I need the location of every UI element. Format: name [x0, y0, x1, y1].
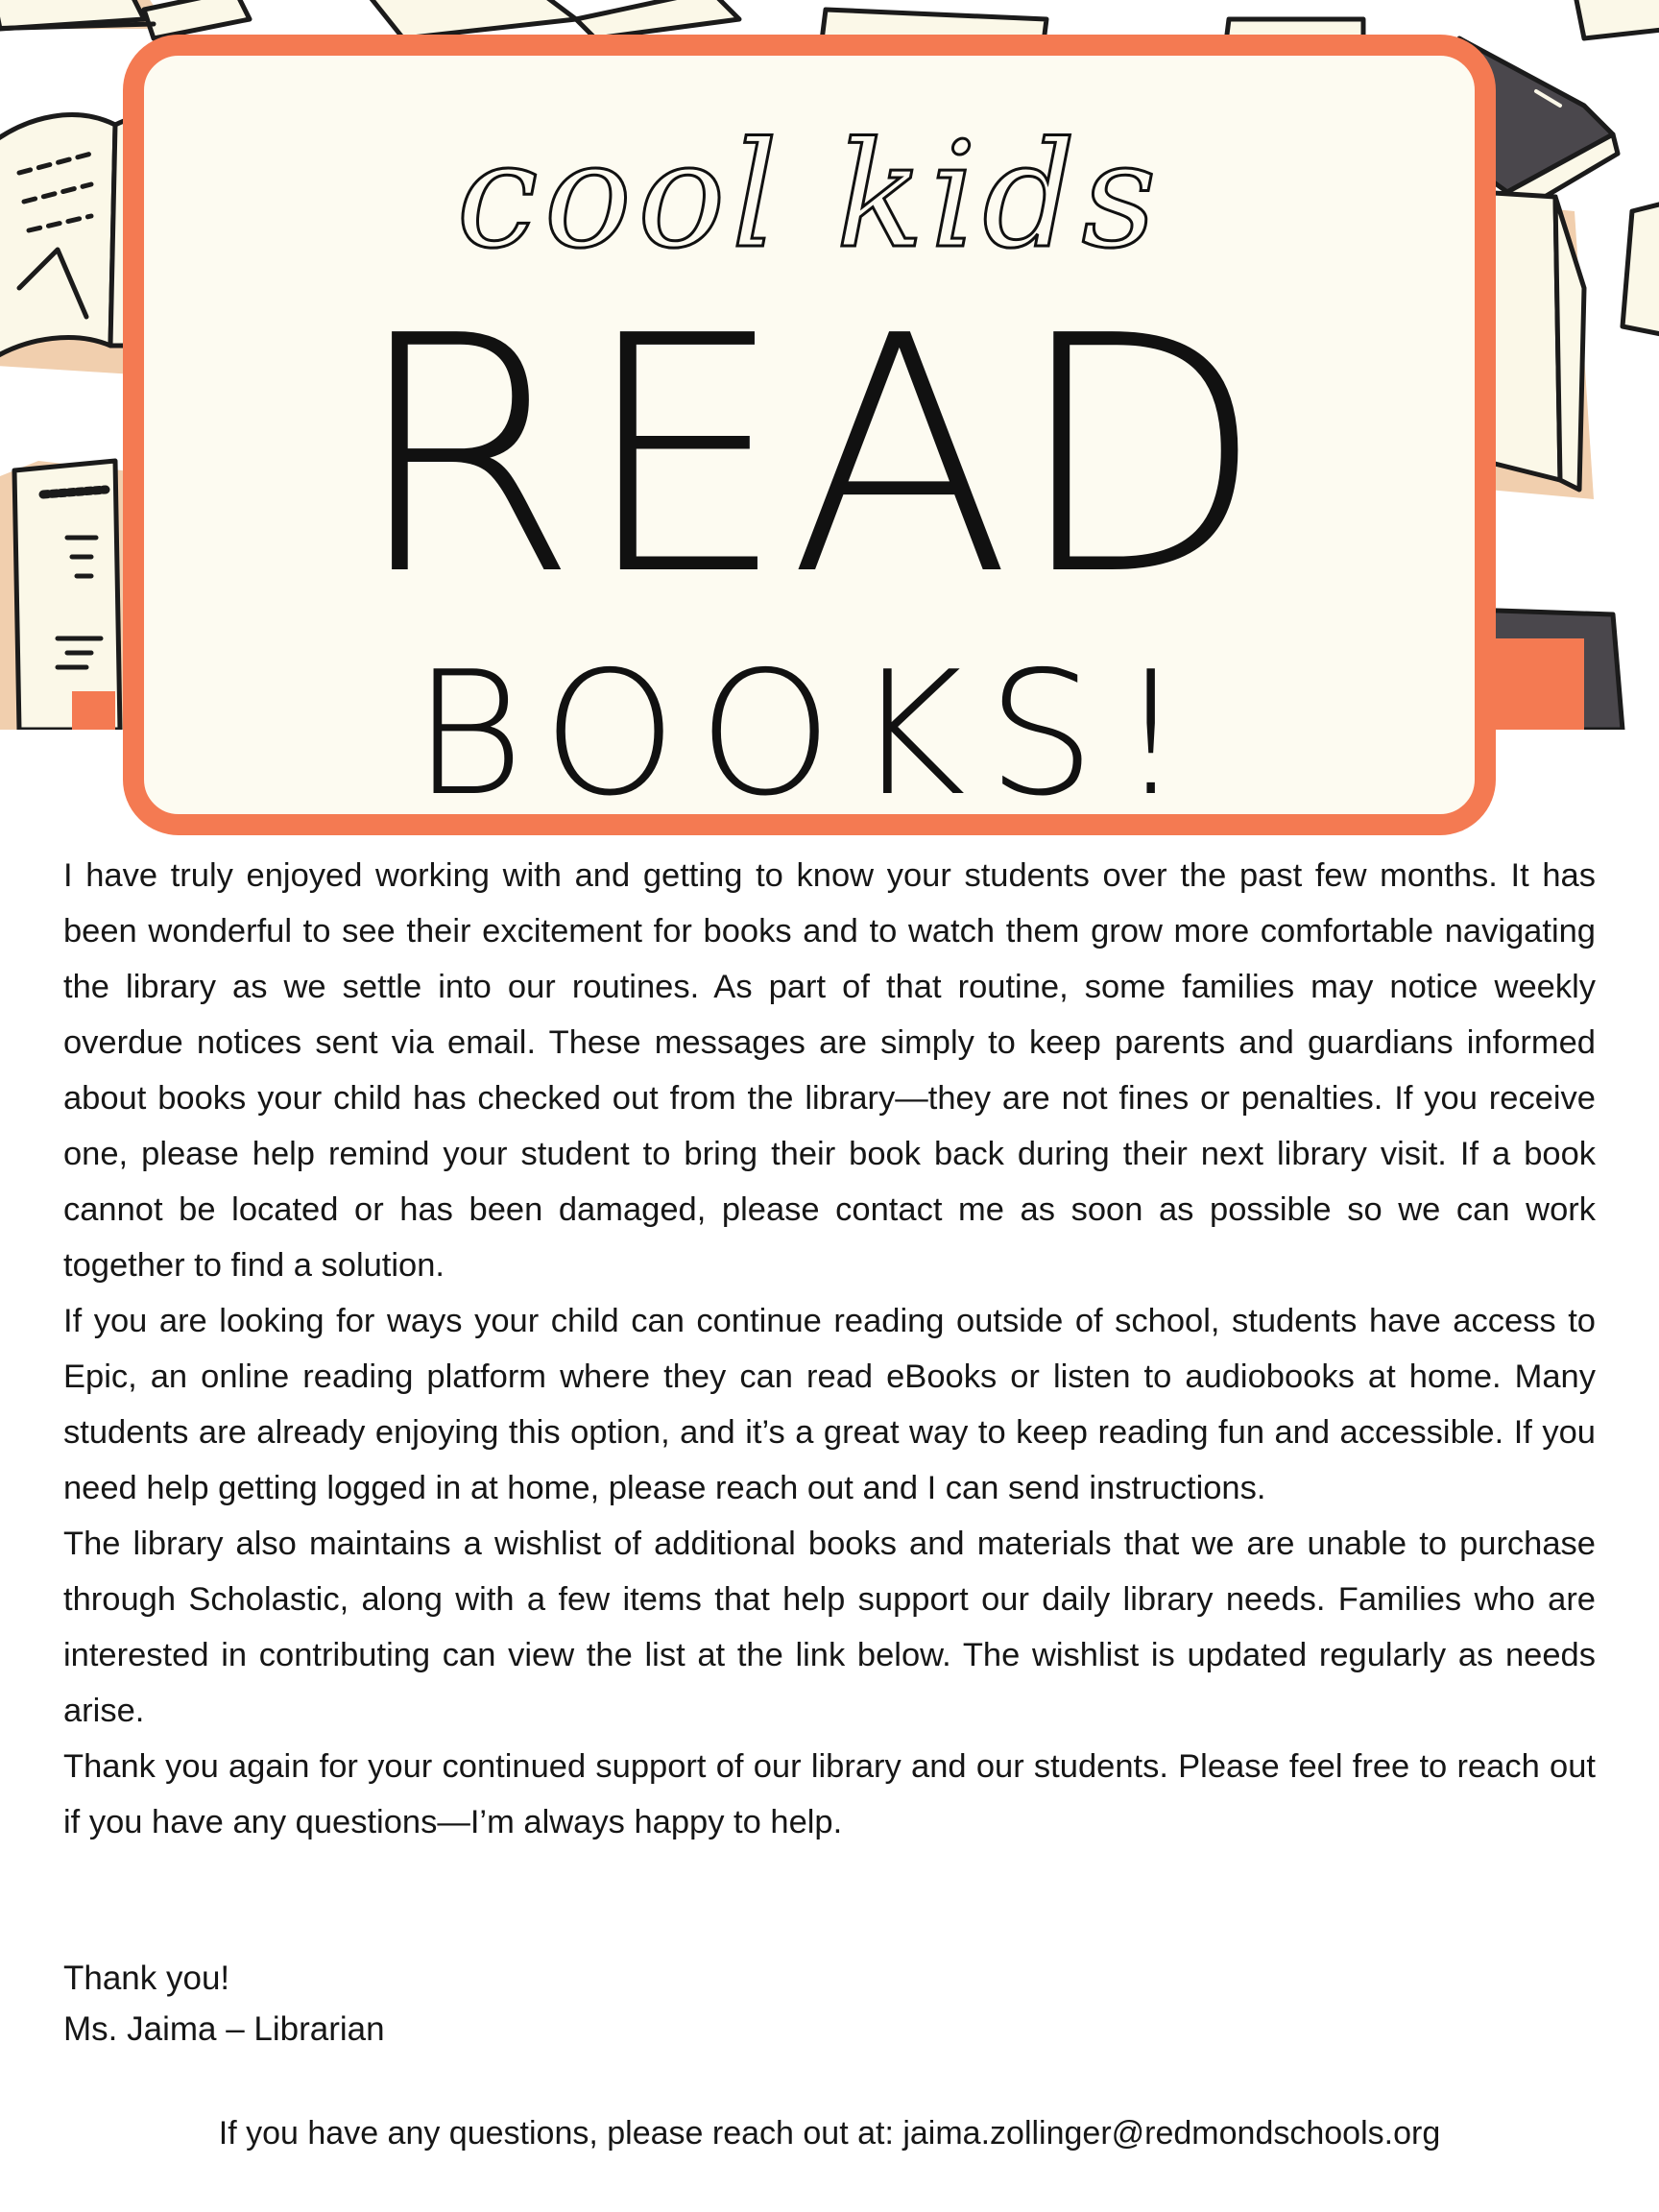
letter-body [63, 848, 1596, 1850]
title-books: BOOKS! [412, 635, 1207, 833]
body-paragraph: The library also maintains a wishlist of additional books and materials that we are unable to purchase through Scholastic, along with a few items that help support our daily library needs. Families who are interested in contributing can view the list at the link below. The wishlist is updated regularly as needs arise. [63, 1526, 1596, 1729]
open-book-icon [1479, 192, 1594, 499]
closing-thanks: Thank you! [63, 1960, 230, 1997]
closing-block [63, 1953, 385, 2055]
signature: Ms. Jaima – Librarian [63, 2010, 385, 2048]
title-read: READ [351, 267, 1267, 647]
body-paragraph: Thank you again for your continued support of our library and our students. Please feel free to reach out if you have any questions—I’m always happy to help. [63, 1748, 1596, 1840]
open-book-icon [0, 0, 250, 38]
title-card [123, 35, 1496, 835]
body-paragraph: If you are looking for ways your child can continue reading outside of school, students have access to Epic, an online reading platform where they can read eBooks or listen to audiobooks at home. Many students are already enjoying this option, and it’s a great way to keep reading fun and accessible. If you need help getting logged in at home, please reach out and I can send instructions. [63, 1303, 1596, 1506]
body-paragraph: I have truly enjoyed working with and getting to know your students over the past few months. It has been wonderful to see their excitement for books and to watch them grow more comfortable navigating the library as we settle into our routines. As part of that routine, some families may notice weekly overdue notices sent via email. These messages are simply to keep parents and guardians informed about books your child has checked out from the library—they are not fines or penalties. If you receive one, please help remind your student to bring their book back during their next library visit. If a book cannot be located or has been damaged, please contact me as soon as possible so we can work together to find a solution. [63, 857, 1596, 1284]
open-book-icon [365, 0, 739, 38]
contact-footer: If you have any questions, please reach out at: jaima.zollinger@redmondschools.org [218, 2115, 1441, 2152]
svg-text:cool kids: cool kids [456, 110, 1163, 280]
